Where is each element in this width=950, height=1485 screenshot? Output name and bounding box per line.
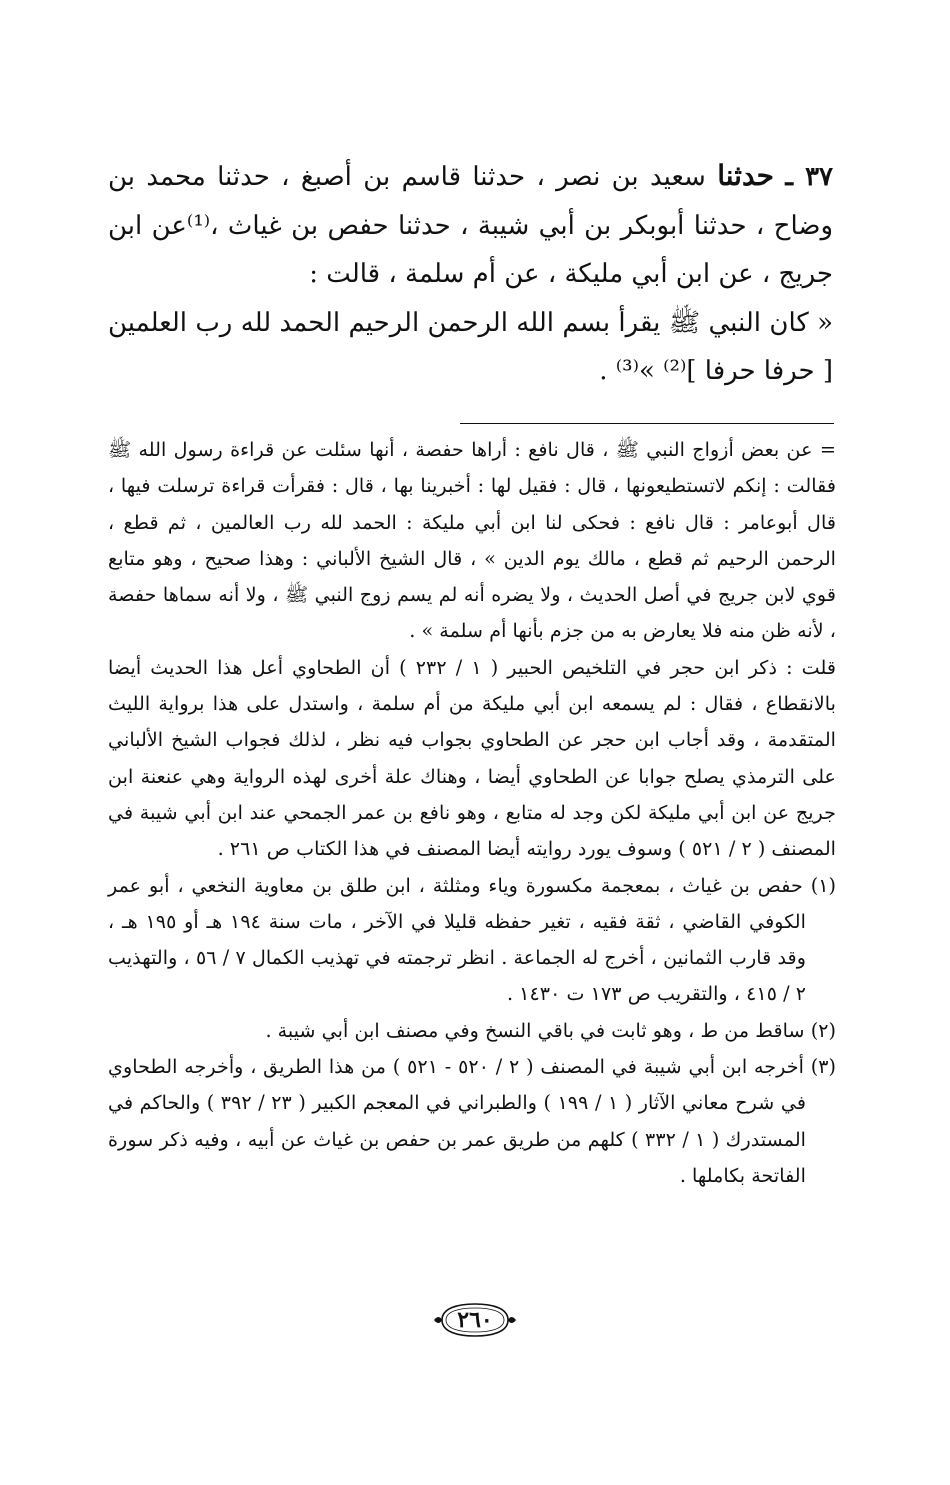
hadith-chain: سعيد بن نصر ، حدثنا قاسم بن أصبغ ، حدثنا محمد بن وضاح ، حدثنا أبوبكر بن أبي شيبة ، حدثنا حفص بن غياث ،⁽¹⁾عن ابن جريج ، عن ابن أبي مليكة ، عن أم سلمة ، قالت : xyxy=(108,162,833,289)
footnote-comment: قلت : ذكر ابن حجر في التلخيص الحبير ( ١ / ٢٣٢ ) أن الطحاوي أعل هذا الحديث أيضا بالانقطاع ، فقال : لم يسمعه ابن أبي مليكة من أم سلمة ، واستدل على هذا برواية الليث المتقدمة ، وقد أجاب ابن حجر عن الطحاوي بجواب فيه نظر ، لذلك فجواب الشيخ الألباني على الترمذي يصلح جوابا عن الطحاوي أيضا ، وهناك علة أخرى لهذه الرواية وهي عنعنة ابن جريج عن ابن أبي مليكة لكن وجد له متابع ، وهو نافع بن عمر الجمحي عند ابن أبي شيبة في المصنف ( ٢ / ٥٢١ ) وسوف يورد روايته أيضا المصنف في هذا الكتاب ص ٢٦١ . xyxy=(108,655,836,861)
hadith-lead-word: حدثنا xyxy=(717,159,774,192)
footnote-3: (٣) أخرجه ابن أبي شيبة في المصنف ( ٢ / ٥٢٠ - ٥٢١ ) من هذا الطريق ، وأخرجه الطحاوي في شرح معاني الآثار ( ١ / ١٩٩ ) والطبراني في المعجم الكبير ( ٢٣ / ٣٩٢ ) والحاكم في المستدرك ( ١ / ٣٣٢ ) كلهم من طريق عمر بن حفص بن غياث عن أبيه ، وفيه ذكر سورة الفاتحة بكاملها . xyxy=(108,1055,836,1187)
footnote-1: (١) حفص بن غياث ، بمعجمة مكسورة وياء ومثلثة ، ابن طلق بن معاوية النخعي ، أبو عمر الكوفي القاضي ، ثقة فقيه ، تغير حفظه قليلا في الآخر ، مات سنة ١٩٤ هـ أو ١٩٥ هـ ، وقد قارب الثمانين ، أخرج له الجماعة . انظر ترجمته في تهذيب الكمال ٧ / ٥٦ ، والتهذيب ٢ / ٤١٥ ، والتقريب ص ١٧٣ ت ١٤٣٠ . xyxy=(108,873,836,1006)
footnote-2: (٢) ساقط من ط ، وهو ثابت في باقي النسخ وفي مصنف ابن أبي شيبة . xyxy=(265,1018,836,1042)
footnotes-section xyxy=(108,432,836,1194)
hadith-number: ٣٧ ـ xyxy=(785,162,833,192)
page-number: ٢٦٠ xyxy=(457,1307,493,1333)
hadith-main-text xyxy=(108,152,833,396)
page-number-ornament xyxy=(432,1300,518,1340)
hadith-matn: « كان النبي ﷺ يقرأ بسم الله الرحمن الرحيم الحمد لله رب العلمين [ حرفا حرفا ]⁽²⁾ »⁽³⁾ . xyxy=(108,307,833,386)
hadith-isnad-paragraph xyxy=(108,152,833,299)
footnote-continuation: = عن بعض أزواج النبي ﷺ ، قال نافع : أراها حفصة ، أنها سئلت عن قراءة رسول الله ﷺ فقالت : إنكم لاتستطيعونها ، قال : فقيل لها : أخبرينا بها ، قال : فقرأت قراءة ترسلت فيها ، قال أبوعامر : قال نافع : فحكى لنا ابن أبي مليكة : الحمد لله رب العالمين ، ثم قطع ، الرحمن الرحيم ثم قطع ، مالك يوم الدين » ، قال الشيخ الألباني : وهذا صحيح ، وهو متابع قوي لابن جريج في أصل الحديث ، ولا يضره أنه لم يسم زوج النبي ﷺ ، ولا أنه سماها حفصة ، لأنه ظن منه فلا يعارض به من جزم بأنها أم سلمة » . xyxy=(108,438,836,643)
footnote-separator xyxy=(460,423,834,424)
